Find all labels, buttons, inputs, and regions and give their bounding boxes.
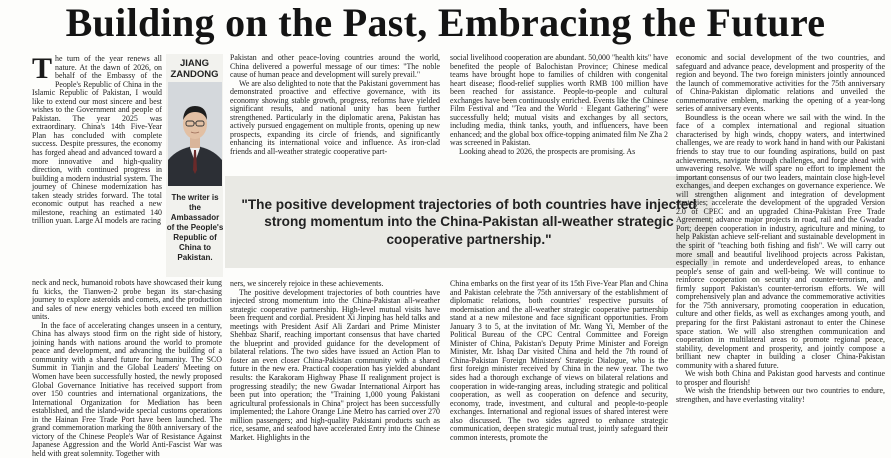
article-paragraph: Pakistan and other peace-loving countries around the world, China delivered a powerful message of our times: "The noble cause of human peace and development will surely prevail." — [230, 53, 440, 80]
article-paragraph: ners, we sincerely rejoice in these achievements. — [230, 279, 384, 288]
byline-name-line: JIANG — [179, 58, 210, 69]
article-column-2-bottom — [230, 280, 440, 440]
article-column-1-bottom — [32, 278, 222, 458]
article-paragraph: Boundless is the ocean where we sail with the wind. In the face of a complex international and regional situation characterised by high winds, choppy waters, and intertwined challenges, we are ready to work hand in hand with our Pakistani friends to stay true to our founding aspirations, build on past achievements, navigate through challenges, and forge ahead with unwavering resolve. We will spare no effort to implement the important consensus of our two leaders, maintain close high-level exchanges, and deepen exchanges on governance experience. We will strengthen alignment and integration of development strategies; accelerate the development of the upgraded Version 2.0 of CPEC and an upgraded China-Pakistan Free Trade Agreement; advance major projects in road, rail and the Gwadar Port; deepen cooperation in industry, agriculture and mining, to help Pakistan achieve self-reliant and sustainable development in the spirit of "teaching both fishing and fish". We will carry out more small and beautiful livelihood projects across Pakistan, especially in remote and underdeveloped areas, to enhance people's sense of gain and well-being. We will continue to reinforce cooperation on security and counter-terrorism, and firmly support Pakistan's counter-terrorism efforts. We will comprehensively plan and advance the commemorative activities for the 75th anniversary, promoting cooperation in education, culture and other fields, as well as exchanges among youth, and preparing for the first Pakistani astronaut to enter the Chinese space station. We will also strengthen communication and cooperation in multilateral areas to promote regional peace, stability, development and prosperity, and jointly compose a brilliant new chapter in building a closer China-Pakistan community with a shared future. — [676, 112, 885, 370]
article-paragraph: We wish both China and Pakistan good harvests and continue to prosper and flourish! — [676, 369, 885, 387]
pull-quote: "The positive development trajectories of both countries have injected strong momentum into the China-Pakistan all-weather strategic cooperative partnership." — [225, 176, 713, 268]
article-paragraph: The positive development trajectories of both countries have injected strong momentum into the China-Pakistan all-weather strategic cooperative partnership. High-level mutual visits have been frequent and cordial. President Xi Jinping has held talks and meetings with President Asif Ali Zardari and Prime Minister Shehbaz Sharif, reaching important consensus that have charted the blueprint and provided guidance for the development of bilateral relations. The two sides have issued an Action Plan to foster an even closer China-Pakistan community with a shared future in the new era. Practical cooperation has yielded abundant results: the Karakoram Highway Phase II realignment project is progressing steadily; the new Gwadar International Airport has been put into operation; the "Training 1,000 young Pakistani agricultural professionals in China" project has been successfully implemented; the Lahore Orange Line Metro has carried over 270 million passengers; and high-quality Pakistani products such as rice, sesame, and seafood have accelerated Entry into the Chinese Market. Highlights in the — [230, 287, 440, 442]
article-column-1-top — [32, 52, 162, 279]
article-paragraph: We are also delighted to note that the Pakistani government has demonstrated proactive and effective governance, with its economy showing stable growth, progress, reforms have yielded significant results, and national unity has been further strengthened. Particularly in the diplomatic arena, Pakistan has actively pursued engagement on multiple fronts, opening up new prospects, expanding its circle of friends, and significantly enhancing its international voice and influence. As iron-clad friends and all-weather strategic cooperative part- — [230, 78, 440, 157]
article-paragraph: We wish the friendship between our two countries to endure, strengthen, and have everlasting vitality! — [676, 386, 885, 404]
article-paragraph — [32, 52, 162, 226]
article-paragraph: economic and social development of the two countries, and safeguard and advance peace, development and prosperity of the region and beyond. The two foreign ministers jointly announced the launch of commemorative activities for the 75th anniversary of China-Pakistan diplomatic relations and unveiled the commemorative emblem, marking the opening of a year-long series of anniversary events. — [676, 53, 885, 114]
byline-caption: The writer is the Ambassador of the People's Republic of China to Pakistan. — [166, 193, 224, 262]
article-column-3-bottom — [450, 280, 668, 440]
drop-cap: T — [32, 52, 53, 85]
article-column-4 — [676, 54, 885, 440]
article-text: he turn of the year renews all nature. At the dawn of 2026, on behalf of the Embassy of the People's Republic of China in the Islamic Republic of Pakistan, I would like to extend our most sincere and best wishes to the Government and people of Pakistan. The year 2025 was extraordinary. China's 14th Five-Year Plan has concluded with complete success. Despite pressures, the economy has forged ahead and advanced toward a more innovative and high-quality direction, with continued progress in building a modern industrial system. The journey of Chinese modernization has taken steady strides forward. The total economic output has reached a new milestone, reaching an estimated 140 trillion yuan. Large AI models are racing — [32, 54, 162, 226]
byline-name-line: ZANDONG — [170, 69, 219, 80]
article-paragraph: Looking ahead to 2026, the prospects are promising. As — [459, 147, 636, 157]
article-paragraph: China embarks on the first year of its 15th Five-Year Plan and China and Pakistan celebrate the 75th anniversary of the establishment of diplomatic relations, both countries' respective pursuits of modernisation and the all-weather strategic cooperative partnership stand at a new milestone and face significant opportunities. From January 3 to 5, at the invitation of Mr. Wang Yi, Member of the Political Bureau of the CPC Central Committee and Foreign Minister of China, Pakistan's Deputy Prime Minister and Foreign Minister, Mr. Ishaq Dar visited China and held the 7th round of China-Pakistan Foreign Ministers' Strategic Dialogue, who is the first foreign minister received by China in the new year. The two sides had a thorough exchange of views on bilateral relations and cooperation in wide-ranging areas, including strategic and political cooperation, as well as cooperation on defence and security, economy, trade, investment, and cultural and people-to-people exchanges. International and regional issues of shared interest were also discussed. The two sides agreed to enhance strategic communication, deepen strategic mutual trust, jointly safeguard their common interests, promote the — [450, 279, 668, 442]
article-column-3-top — [450, 54, 668, 174]
article-column-2-top — [230, 54, 440, 174]
article-headline: Building on the Past, Embracing the Future — [65, 0, 826, 45]
byline-name — [166, 58, 223, 80]
author-portrait-photo — [168, 82, 222, 186]
article-paragraph: neck and neck, humanoid robots have showcased their kung fu kicks, the Tianwen-2 probe began its star-chasing journey to explore asteroids and comets, and the production and sales of new energy vehicles both exceed ten million units. — [32, 278, 222, 322]
article-paragraph: In the face of accelerating changes unseen in a century, China has always stood firm on the right side of history, joining hands with nations around the world to promote peace and development, and advancing the building of a community with a shared future for humanity. The SCO Summit in Tianjin and the Global Leaders' Meeting on Women have been successfully hosted, the newly proposed Global Governance Initiative has received support from over 150 countries and international organizations, the International Organization for Mediation has been established, and the island-wide special customs operations in the Hainan Free Trade Port have been launched. The grand commemoration marking the 80th anniversary of the victory of the Chinese People's War of Resistance Against Japanese Aggression and the World Anti-Fascist War was held with great solemnity. Together with — [32, 320, 222, 458]
article-paragraph: social livelihood cooperation are abundant. 50,000 "health kits" have benefited the people of Balochistan Province; Chinese medical teams have brought hope to families of children with congenital heart disease; flood-relief supplies worth RMB 100 million have been reached for assistance. People-to-people and cultural exchanges have been continuously enriched. Events like the Chinese Film Festival and "Tea and the World · Elegant Gathering" were successfully held; mutual visits and exchanges by all sectors, including media, think tanks, youth, and influencers, have been enhanced; and the global box office-topping animated film Ne Zha 2 was screened in Pakistan. — [450, 53, 668, 148]
